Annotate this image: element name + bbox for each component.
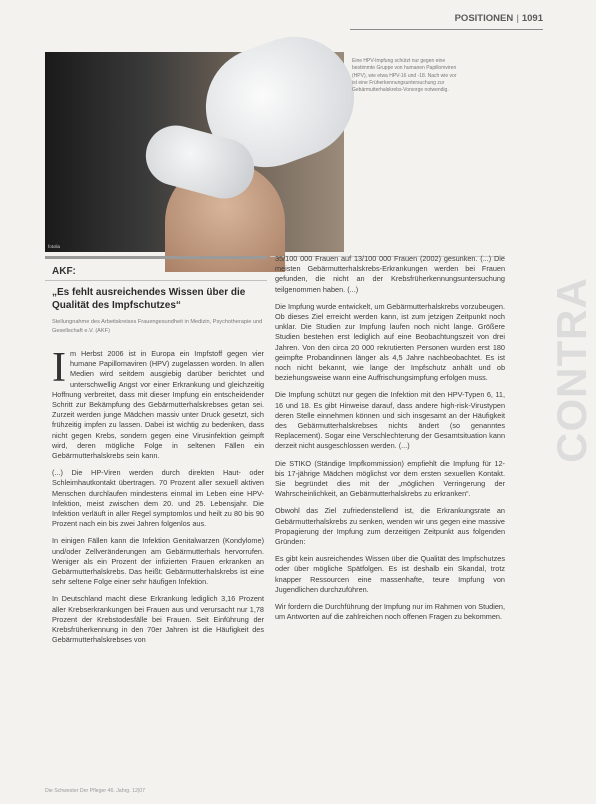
drop-cap: I [52, 345, 66, 391]
paragraph: Die Impfung wurde entwickelt, um Gebärmutterhalskrebs vorzubeugen. Ob dieses Ziel erreicht werden kann, ist zum jetzigen Zeitpunkt noch unklar. Die Studien zur Impfung laufen noch nicht lange. Größere Studien bestehen erst lediglich auf eine Beobachtungszeit von drei Jahren. Von den circa 20 000 rekrutierten Personen wurden erst 180 geimpfte Probandinnen länger als 4,5 Jahre nachbeobachtet. Es ist noch nicht bekannt, wie lange der Impfschutz anhält und ob beziehungsweise wann eine Auffrischungsimpfung erfolgen muss. [275, 301, 505, 383]
paragraph: 35/100 000 Frauen auf 13/100 000 Frauen (2002) gesunken. (...) Die meisten Gebärmutterhalskrebs-Erkrankungen werden bei Frauen gefunden, die nicht an der Krebsfrüherkennungsuntersuchung teilgenommen haben. (...) [275, 254, 505, 294]
paragraph: In Deutschland macht diese Erkrankung lediglich 3,16 Prozent aller Krebserkrankungen bei Frauen aus und verursacht nur 1,78 Prozent der Krebstodesfälle bei Frauen. Seit Einführung der Krebsfrüherkennung in den 70er Jahren ist die Häufigkeit des Gebärmutterhalskrebses von [52, 594, 264, 645]
side-label-text: CONTRA [548, 277, 595, 463]
text-column-2 [275, 254, 505, 630]
paragraph: Die Impfung schützt nur gegen die Infektion mit den HPV-Typen 6, 11, 16 und 18. Es gibt Hinweise darauf, dass andere high-risk-Virustypen deren Stelle einnehmen können und sich insgesamt an der Häufigkeit des Gebärmutterhalskrebses nichts ändert (so genanntes Replacement). Sogar eine Verschlechterung der Gesamtsituation kann derzeit nicht ausgeschlossen werden. (...) [275, 390, 505, 451]
section-bar [45, 256, 267, 259]
page-footer: Die Schwester Der Pfleger 46. Jahrg. 12|07 [45, 788, 145, 794]
photo-credit: fotolia [48, 244, 61, 249]
section-name: POSITIONEN [454, 13, 514, 24]
paragraph-text: m Herbst 2006 ist in Europa ein Impfstoff gegen vier humane Papillomaviren (HPV) zugelassen worden. In allen Medien wird seitdem ausgiebig darüber berichtet und unterschwellig Angst vor einer Erkrankung und gleichzeitig Hoffnung verbreitet, dass mit dieser Impfung ein entscheidender Schritt zur Bekämpfung des Gebärmutterhalskrebses getan sei. Zurzeit werden junge Mädchen massiv unter Druck gesetzt, sich frühzeitig impfen zu lassen. Dabei ist wichtig zu bedenken, dass nicht gegen Krebs, sondern gegen eine Virusinfektion geimpft wird, deren mögliche Folge in seltenen Fällen ein Gebärmutterhalskrebs sein kann. [52, 349, 264, 461]
article-author: Stellungnahme des Arbeitskreises Frauengesundheit in Medizin, Psychotherapie und Gesellschaft e.V. (AKF) [52, 319, 263, 334]
photo-caption: Eine HPV-Impfung schützt nur gegen eine bestimmte Gruppe von humanen Papillomviren (HPV), wie etwa HPV-16 und -18. Nach wie vor ist eine Früherkennungsuntersuchung zur Gebärmutterhalskrebs-Vorsorge notwendig. [352, 58, 457, 93]
page-header [455, 13, 543, 24]
paragraph: Obwohl das Ziel zufriedenstellend ist, die Erkrankungsrate an Gebärmutterhalskrebs zu senken, wenden wir uns gegen eine massive Propagierung der Impfung zum derzeitigen Zeitpunkt aus folgenden Gründen: [275, 506, 505, 547]
paragraph: In einigen Fällen kann die Infektion Genitalwarzen (Kondylome) und/oder Zellveränderungen am Gebärmutterhals hervorrufen. Weniger als ein Prozent der infizierten Frauen erkranken an Gebärmutterhalskrebs. Das heißt: Gebärmutterhalskrebs ist eine sehr seltene Folge einer sehr häufigen Infektion. [52, 536, 264, 587]
paragraph: Wir fordern die Durchführung der Impfung nur im Rahmen von Studien, um Antworten auf die zahlreichen noch offenen Fragen zu bekommen. [275, 602, 505, 622]
kicker-rule [45, 280, 267, 281]
article-kicker: AKF: [52, 266, 76, 277]
article-headline: „Es fehlt ausreichendes Wissen über die Qualität des Impfschutzes“ [52, 287, 246, 311]
paragraph: Die STIKO (Ständige Impfkommission) empfiehlt die Impfung für 12- bis 17-jährige Mädchen möglichst vor dem ersten sexuellen Kontakt. Sie begründet dies mit der „möglichen Verringerung der Wahrscheinlichkeit, an Gebärmutterhalskrebs zu erkranken“. [275, 458, 505, 499]
header-rule [350, 29, 543, 30]
text-column-1 [52, 345, 264, 652]
page-number: 1091 [521, 13, 543, 24]
paragraph [52, 345, 264, 461]
paragraph: Es gibt kein ausreichendes Wissen über die Qualität des Impfschutzes oder über mögliche Spätfolgen. Es ist deshalb ein Skandal, trotz knapper Ressourcen eine massenhafte, teure Impfung von Jugendlichen durchzuführen. [275, 554, 505, 594]
paragraph: (...) Die HP-Viren werden durch direkten Haut- oder Schleimhautkontakt übertragen. 70 Prozent aller sexuell aktiven Menschen durchlaufen mindestens einmal im Leben eine HPV-Infektion, meist zwischen dem 20. und 25. Lebensjahr. Die Infektion verläuft in aller Regel symptomlos und heilt zu 80 bis 90 Prozent nach ein bis zwei Jahren folgenlos aus. [52, 468, 264, 529]
side-label [540, 260, 595, 480]
vaccination-photo [45, 52, 344, 252]
header-separator: | [516, 13, 519, 24]
